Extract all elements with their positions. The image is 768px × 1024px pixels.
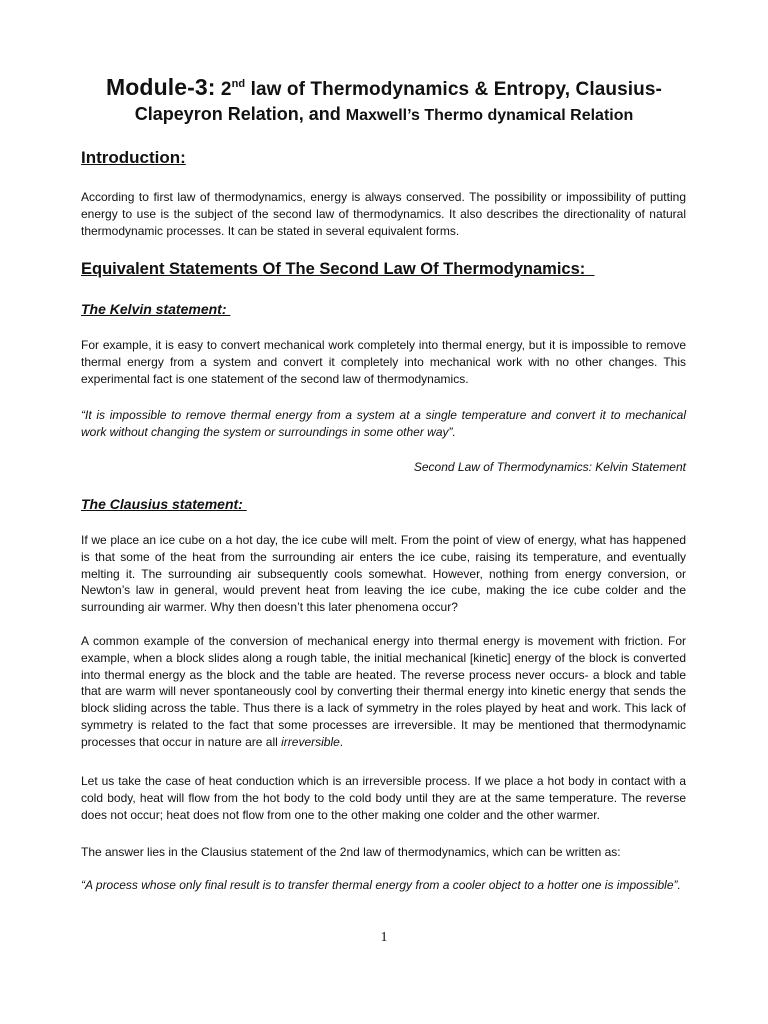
title-line-2-small: Maxwell’s Thermo dynamical Relation: [345, 107, 634, 124]
kelvin-paragraph: For example, it is easy to convert mechanical work completely into thermal energy, but it is impossible to remove thermal energy from a system and convert it completely into mechanical work with no other changes. This experimental fact is one statement of the second law of thermodynamics.: [81, 338, 686, 386]
title-line-2-text: Clapeyron Relation, and: [134, 104, 346, 124]
irreversible-emphasis: irreversible: [281, 734, 340, 749]
kelvin-heading: The Kelvin statement:: [81, 301, 231, 317]
clausius-paragraph-2: [81, 633, 686, 751]
clausius-paragraph-1: If we place an ice cube on a hot day, the ice cube will melt. From the point of view of energy, what has happened is that some of the heat from the surrounding air enters the ice cube, raising its temperature, and eventually melting it. The surrounding air subsequently cools somewhat. However, nothing from energy conversion, or Newton’s law in general, would prevent heat from leaving the ice cube, making the ice cube colder and the surrounding air warmer. Why then doesn’t this later phenomena occur?: [81, 533, 686, 615]
kelvin-quote: “It is impossible to remove thermal energy from a system at a single temperature and convert it to mechanical work without changing the system or surroundings in some other way”.: [81, 408, 686, 439]
page-title-line-1: [60, 74, 708, 101]
clausius-quote: “A process whose only final result is to transfer thermal energy from a cooler object to a hotter one is impossible”.: [81, 878, 681, 892]
clausius-paragraph-4: The answer lies in the Clausius statement of the 2nd law of thermodynamics, which can be written as:: [81, 845, 621, 859]
clausius-paragraph-2-text: A common example of the conversion of mechanical energy into thermal energy is movement with friction. For example, when a block slides along a rough table, the initial mechanical [kinetic] energy of the block is converted into thermal energy as the block and the table are heated. The reverse process never occurs- a block and table that are warm will never spontaneously cool by converting their thermal energy into kinetic energy that sends the block sliding across the table. Thus there is a lack of symmetry in the roles played by heat and work. This lack of symmetry is related to the fact that some processes are irreversible. It may be mentioned that thermodynamic processes that occur in nature are all: [81, 634, 686, 749]
title-ordinal-suffix: nd: [231, 78, 246, 90]
page-title-line-2: [60, 104, 708, 125]
equivalent-statements-heading: Equivalent Statements Of The Second Law Of Thermodynamics:: [81, 260, 595, 278]
title-line-1-text: law of Thermodynamics & Entropy, Clausius-: [250, 79, 662, 100]
page-number: 1: [380, 930, 388, 945]
clausius-heading: The Clausius statement:: [81, 496, 247, 512]
clausius-paragraph-2-end: .: [339, 734, 344, 749]
clausius-paragraph-3: Let us take the case of heat conduction which is an irreversible process. If we place a hot body in contact with a cold body, heat will flow from the hot body to the cold body until they are at the same temperature. The reverse does not occur; heat does not flow from one to the other making one colder and the other warmer.: [81, 774, 686, 822]
module-label: Module-3:: [106, 74, 216, 100]
introduction-heading: Introduction:: [81, 148, 186, 167]
kelvin-attribution: Second Law of Thermodynamics: Kelvin Statement: [413, 460, 686, 474]
introduction-paragraph: According to first law of thermodynamics, energy is always conserved. The possibility or impossibility of putting energy to use is the subject of the second law of thermodynamics. It also describes the directionality of natural thermodynamic processes. It can be stated in several equivalent forms.: [81, 190, 686, 238]
title-ordinal: 2: [220, 79, 232, 100]
